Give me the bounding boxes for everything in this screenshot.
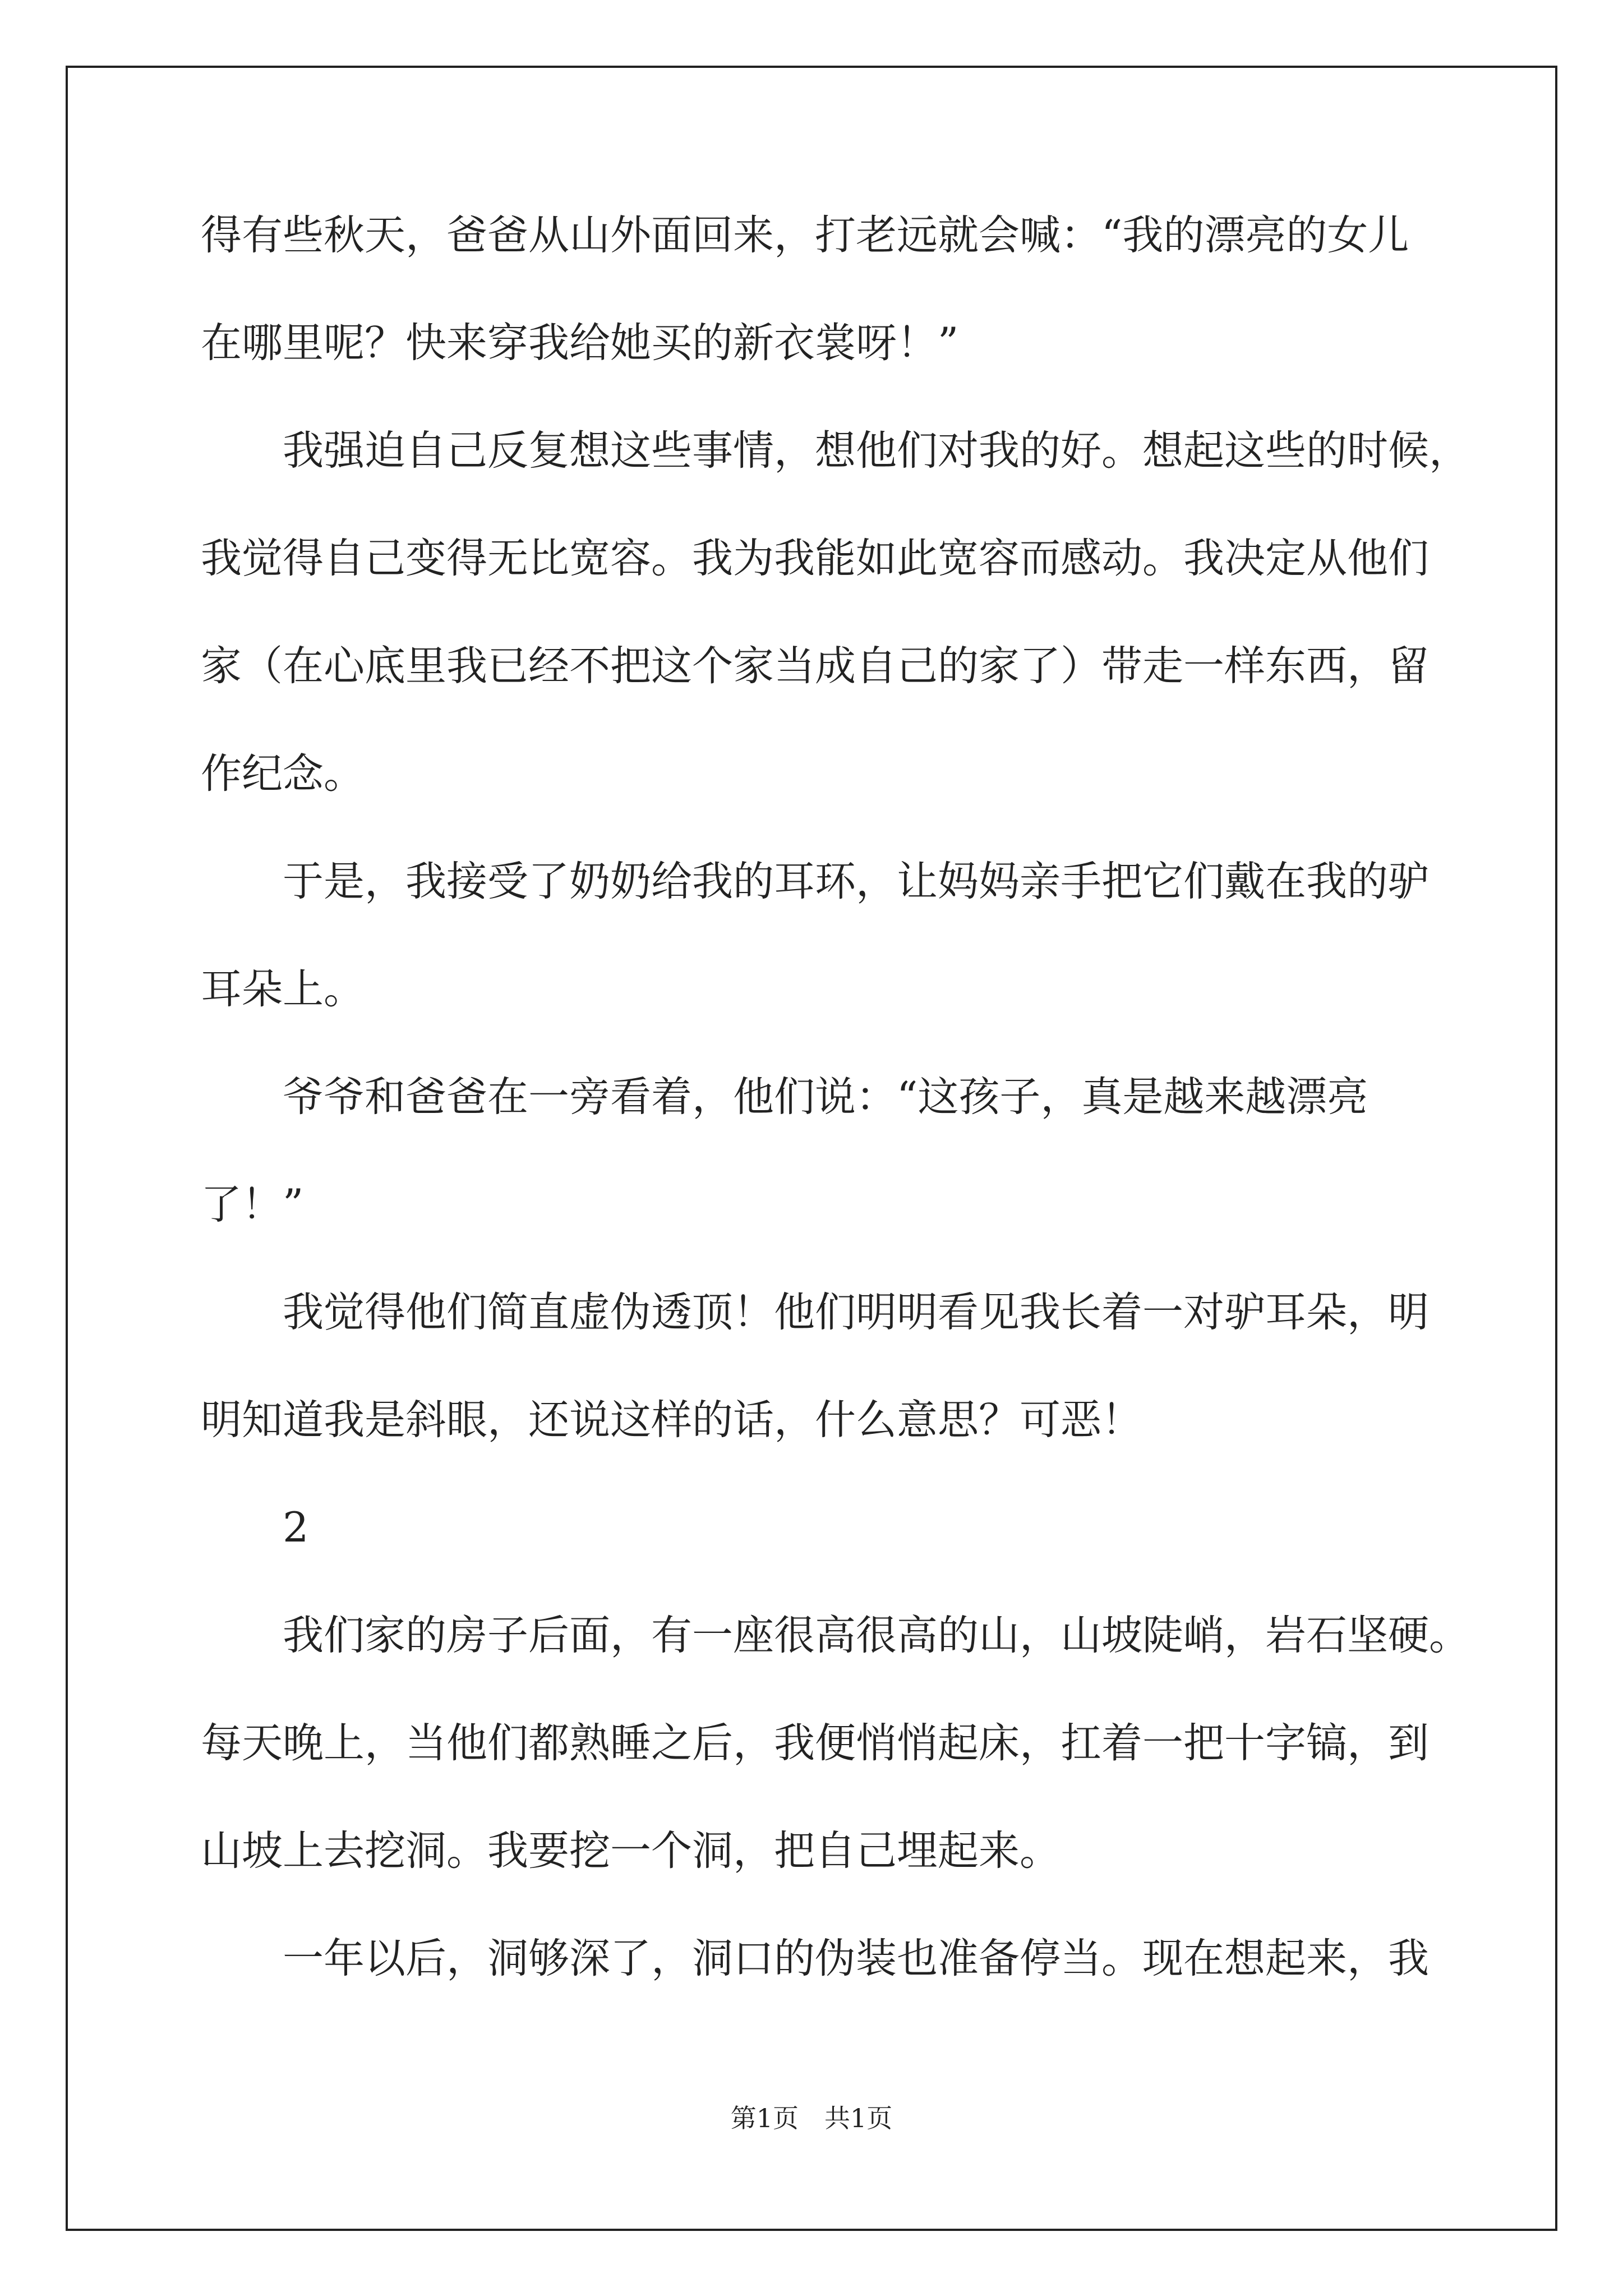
- text-line-12: 明知道我是斜眼，还说这样的话，什么意思？可恶！: [201, 1396, 1142, 1444]
- text-line-3: 我强迫自己反复想这些事情，想他们对我的好。想起这些的时候，: [283, 427, 1470, 475]
- text-line-17: 一年以后，洞够深了，洞口的伪装也准备停当。现在想起来，我: [283, 1935, 1429, 1982]
- text-line-14: 我们家的房子后面，有一座很高很高的山，山坡陡峭，岩石坚硬。: [283, 1612, 1470, 1659]
- text-line-16: 山坡上去挖洞。我要挖一个洞，把自己埋起来。: [201, 1827, 1061, 1875]
- page-footer: 第1页 共1页: [730, 2103, 893, 2133]
- text-line-2: 在哪里呢？快来穿我给她买的新衣裳呀！”: [201, 319, 959, 367]
- text-line-15: 每天晚上，当他们都熟睡之后，我便悄悄起床，扛着一把十字镐，到: [201, 1719, 1429, 1767]
- text-line-8: 耳朵上。: [201, 965, 365, 1013]
- text-line-4: 我觉得自己变得无比宽容。我为我能如此宽容而感动。我决定从他们: [201, 535, 1429, 582]
- text-line-1: 得有些秋天，爸爸从山外面回来，打老远就会喊：“我的漂亮的女儿: [201, 211, 1409, 259]
- section-number: 2: [283, 1504, 309, 1552]
- page-border: [66, 66, 1557, 2231]
- text-line-10: 了！”: [201, 1181, 304, 1228]
- text-line-6: 作纪念。: [201, 750, 365, 798]
- text-line-11: 我觉得他们简直虚伪透顶！他们明明看见我长着一对驴耳朵，明: [283, 1289, 1429, 1336]
- text-line-5: 家（在心底里我已经不把这个家当成自己的家了）带走一样东西，留: [201, 642, 1429, 690]
- text-line-9: 爷爷和爸爸在一旁看着，他们说：“这孩子，真是越来越漂亮: [283, 1073, 1368, 1121]
- text-line-7: 于是，我接受了奶奶给我的耳环，让妈妈亲手把它们戴在我的驴: [283, 858, 1429, 905]
